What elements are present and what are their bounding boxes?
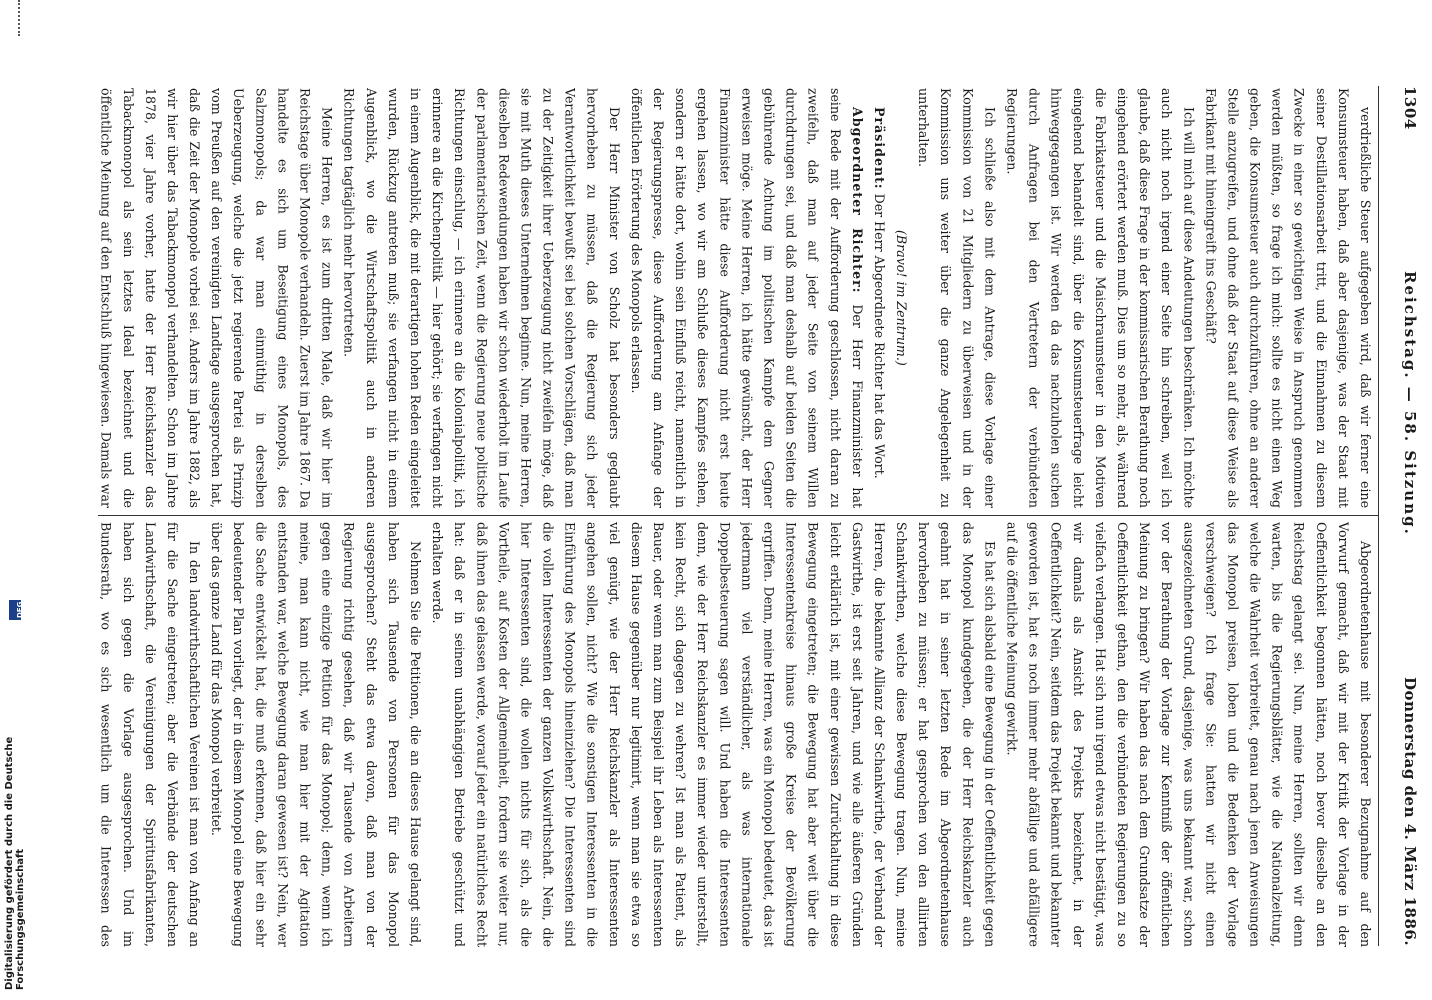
speaker-name: Abgeordneter Richter: — [849, 106, 865, 294]
paragraph: verdrießliche Steuer aufgegeben wird, daß wir ferner eine Konsumsteuer haben, daß aber dasjenige, was der Staat mit seiner Destillationsarbeit tritt, und die Einnahmen zu diesem Zwecke in einer so gewichtigen Weise in Anspruch genommen werden müßten, so frage ich mich: sollte es nicht einen Weg geben, die Konsumsteuer auch durchzuführen, ohne an anderer Stelle anzugreifen, und ohne daß der Staat auf diese Weise als Fabrikant mit hineingreift ins Geschäft? — [1203, 88, 1373, 508]
column-divider — [98, 515, 1378, 516]
page-header — [1390, 86, 1430, 946]
session-date: Donnerstag den 4. März 1886. — [1401, 676, 1419, 946]
header-rule — [1378, 86, 1379, 946]
paragraph: Abgeordnetenhause mit besonderer Bezugnahme auf den Vorwurf gemacht, daß wir mit der Kritik der Vorlage in der Oeffentlichkeit begonnen hätten, noch bevor dieselbe an den Reichstag gelangt sei. Nun, meine Herren, sollten wir denn warten, bis die Regierungsblätter, wie die Nationalzeitung, welche die Wahrheit verbreitet, genau nach jenen Anweisungen das Monopol preisen, loben und die Bedenken der Vorlage verschweigen? Ich frage Sie: hatten wir nicht einen ausgezeichneten Grund, dasjenige, was uns bekannt war, schon vor der Berathung der Vorlage zur Kenntniß der öffentlichen Meinung zu bringen? Wir haben das nach dem Grundsatze der Oeffentlichkeit gethan, den die verbündeten Regierungen zu so vielfach verlangen. Hat sich nun irgend etwas nicht bestätigt, was wir damals als Ansicht des Projekts bezeichnet, in der Oeffentlichkeit? Nein, seitdem das Projekt bekannt und bekannter geworden ist, hat es noch immer mehr abfällige und abfälligere auf die öffentliche Meinung gewirkt. — [1004, 522, 1373, 947]
speaker-name: Präsident: — [871, 106, 887, 190]
speech-paragraph — [625, 88, 868, 508]
paragraph: Ich will mich auf diese Andeutungen beschränken. Ich möchte auch nicht noch irgend einer Seite hin schreiben, weil ich glaube, daß diese Frage in der kommissarischen Berathung noch eingehend erörtert werden muß. Dies um so mehr, als, während die Fabrikatsteuer und die Maischraumsteuer in den Motiven eingehend behandelt sind, über die Konsumsteuerfrage leicht hinweggegangen ist. Wir werden da das nachzuholen suchen durch Anfragen bei den Vertretern der verbündeten Regierungen. — [1004, 88, 1197, 508]
speech-text: Der Herr Abgeordnete Richter hat das Wort. — [871, 193, 887, 479]
paragraph: Nehmen Sie die Petitionen, die an dieses Hause gelangt sind, haben sich Tausende von Personen für das Monopol ausgesprochen? Steht das etwa davon, daß man von der Regierung richtig gesehen, daß wir Tausende von Arbeitern gegen eine einzige Petition für das Monopol; denn, wenn ich meine, man kann nicht, wie man hier mit der Agitation entstanden war, welche Bewegung daran gewesen ist? Nein, wer die Sache entwickelt hat, die muß erkennen, daß hier ein sehr bedeutender Plan vorliegt, der in diesem Monopol eine Bewegung über das ganze Land für das Monopol verbreitet. — [209, 522, 423, 947]
session-title: Reichstag. — 58. Sitzung. — [1401, 270, 1419, 536]
paragraph: In den landwirthschaftlichen Vereinen ist man von Anfang an für die Sache eingetreten; aber die Verbände der deutschen Landwirthschaft, die Vereinigungen der Spiritusfabrikanten, haben sich gegen die Vorlage ausgesprochen. Und im Bundesrath, wo es sich wesentlich um die Interessen des — [98, 522, 203, 947]
stage-direction: (Bravo! im Zentrum.) — [894, 230, 910, 366]
paragraph: Meine Herren, es ist zum dritten Male, daß wir hier im Reichstage über Monopole verhandeln. Zuerst im Jahre 1867. Da handelte es sich um Beseitigung eines Monopols, des Salzmonopols; da war man einmüthig in derselben Ueberzeugung, welche die jetzt regierende Partei als Prinzip vom Preußen auf den vereinigten Landtage ausgesprochen hat, daß die Zeit der Monopole vorbei sei. Anders im Jahre 1882, als wir hier über das Tabackmonopol verhandelten. Schon im Jahre 1878, vier Jahre vorher, hatte der Herr Reichskanzler das Tabackmonopol als sein letztes Ideal bezeichnet und die öffentliche Meinung auf den Entschluß hingewiesen. Damals war — [98, 88, 335, 508]
text-column-left — [96, 88, 1376, 508]
digitization-credit — [4, 600, 26, 990]
text-column-right — [96, 522, 1376, 947]
dfg-logo: DFG — [9, 600, 21, 620]
paragraph: Der Herr Minister von Scholz hat besonders geglaubt hervorheben zu müssen, daß die Regierung sich jeder Verantwortlichkeit bewußt sei bei solchen Vorschlägen, daß man zu der Zeitigkeit ihrer Ueberzeugung nicht zweifeln möge, daß sie mit Muth dieses Unternehmen beginne. Nun, meine Herren, dieselben Redewendungen haben wir schon wiederholt im Laufe der parlamentarischen Zeit, wenn die Regierung neue politische Richtungen einschlug, — ich erinnere an die Kolonialpolitik, ich erinnere an die Kirchenpolitik — hier gehört; sie verfangen nicht in einem Augenblick, die mit derartigen hohen Reden eingeleitet wurden, Rückzug antreten muß; sie verfangen nicht in einem Augenblick, wo die Wirtschaftspolitik auch in anderen Richtungen tagtäglich mehr hervortreten. — [341, 88, 622, 508]
paragraph: Ich schließe also mit dem Antrage, diese Vorlage einer Kommission von 21 Mitgliedern zu überweisen und in der Kommission uns weiter über die ganze Angelegenheit zu unterhalten. — [916, 88, 998, 508]
scan-edge-mark — [0, 0, 20, 36]
speech-paragraph — [868, 88, 890, 508]
page-number: 1304 — [1401, 86, 1419, 130]
paragraph: Es hat sich alsbald eine Bewegung in der Oeffentlichkeit gegen das Monopol kundgegeben, die der Herr Reichskanzler auch geahnt hat in seiner letzten Rede im Abgeordnetenhause hervorheben zu müssen; er hat gesprochen von den alliirten Schankwirthen, welche diese Bewegung tragen. Nun, meine Herren, die bekannte Allianz der Schankwirthe, der Verband der Gastwirthe, ist erst seit Jahren, und wie alle äußeren Gründen leicht erklärlich ist, mit einer gewissen Zurückhaltung in diese Bewegung eingetreten; die Bewegung hat aber weit über die Interessentenkreise hinaus große Kreise der Bevölkerung ergriffen. Denn, meine Herren, was ein Monopol bedeutet, das ist jedermann viel verständlicher, als was internationale Doppelbesteuerung sagen will. Und haben die Interessenten denn, wie der Herr Reichskanzler es immer wieder unterstellt, kein Recht, sich dagegen zu wehren? Ist man als Patient, als Bauer, oder wenn man zum Beispiel ihr Leben als Interessenten diesem Hause gegenüber nur legitimirt, wenn man sie etwa so viel genügt, wie der Herr Reichskanzler als Interessenten angehen sollen, nicht? Wie die sonstigen Interessenten in die Einführung des Monopols hineinziehen? Die Interessenten sind die vollen Interessenten der ganzen Volkswirthschaft. Nein, die hier Interessenten sind, die wollen nichts für sich, als die Vortheile, auf Kosten der Allgemeinheit, fordern sie weiter nur, daß ihnen das gelassen werde, worauf jeder ein natürliches Recht hat: daß er in seinem unabhängigen Betriebe geschützt und erhalten werde. — [430, 522, 998, 947]
credit-text: Digitalisierung gefördert durch die Deutsche Forschungsgemeinschaft — [4, 736, 26, 990]
speech-text: Der Herr Finanzminister hat seine Rede mit der Aufforderung geschlossen, nicht daran zu zweifeln, daß man auf jeder Seite von seinem Willen durchdrungen sei, und daß man deshalb auf beiden Seiten die gebührende Achtung im politischen Kampfe dem Gegner erweisen möge. Meine Herren, ich hätte gewünscht, der Herr Finanzminister hätte diese Aufforderung nicht erst heute ergehen lassen, wo wir am Schluße dieses Kampfes stehen, sondern er hätte dort, wohin sein Einfluß reicht, namentlich in der Regierungspresse, diese Aufforderung am Anfange der öffentlichen Erörterung des Monopols erlassen. — [628, 88, 865, 508]
